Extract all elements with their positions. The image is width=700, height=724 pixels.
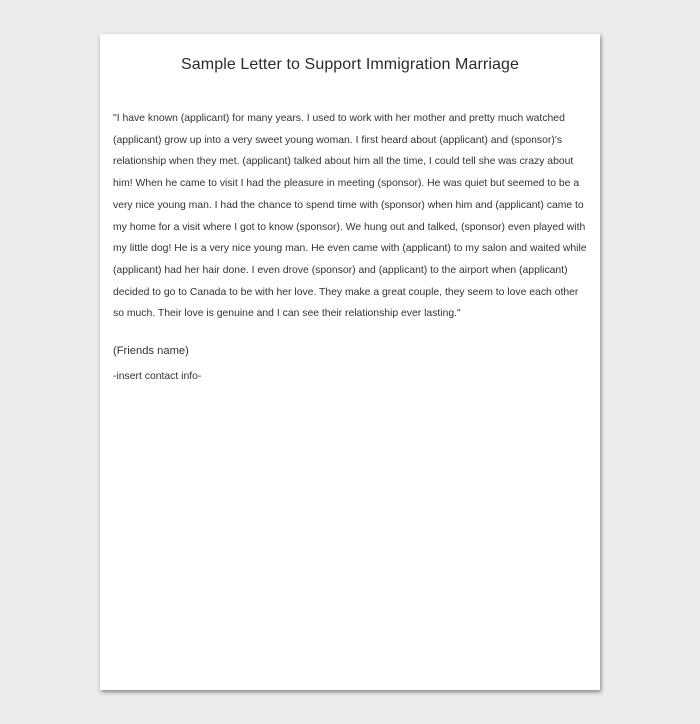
signoff-name: (Friends name) [113, 345, 189, 357]
document-title: Sample Letter to Support Immigration Marriage [181, 56, 519, 73]
letter-body: "I have known (applicant) for many years. I used to work with her mother and pretty much watched (applicant) grow up into a very sweet young woman. I first heard about (applicant) and (sponsor)'s relationship when they met. (applicant) talked about him all the time, I could tell she was crazy about him! When he came to visit I had the pleasure in meeting (sponsor). He was quiet but seemed to be a very nice young man. I had the chance to spend time with (sponsor) when him and (applicant) came to my home for a visit where I got to know (sponsor). We hung out and talked, (sponsor) even played with my little dog! He is a very nice young man. He even came with (applicant) to my salon and waited while (applicant) had her hair done. I even drove (sponsor) and (applicant) to the airport when (applicant) decided to go to Canada to be with her love. They make a great couple, they seem to love each other so much. Their love is genuine and I can see their relationship ever lasting." [113, 113, 587, 320]
document-page [100, 34, 600, 690]
contact-info: -insert contact info- [113, 371, 202, 382]
